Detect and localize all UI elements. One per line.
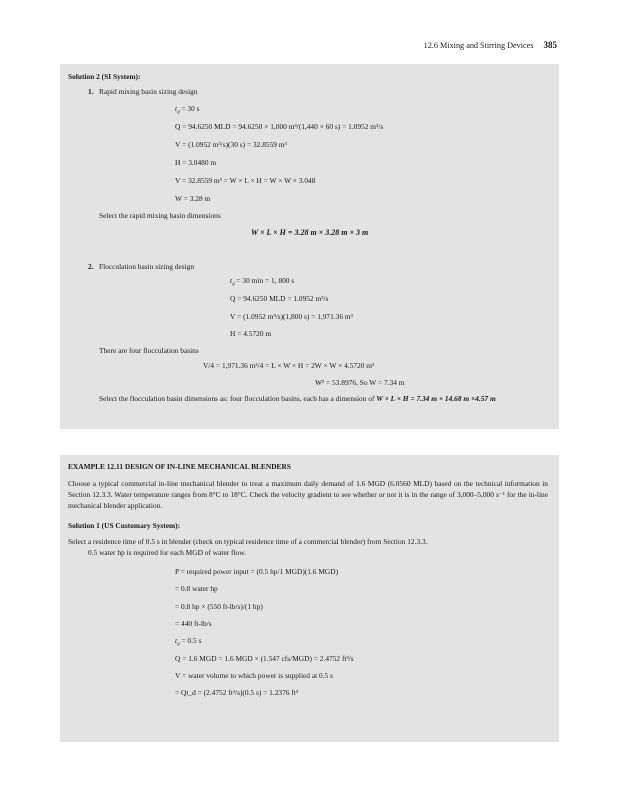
eq-height: H = 3.0480 m (175, 158, 217, 167)
eq-floc-height: H = 4.5720 m (230, 329, 272, 338)
eq-floc-quarter: V/4 = 1,971.36 m³/4 = L × W × H = 2W × W × 4.5720 m³ (203, 361, 375, 370)
item-1-label: Rapid mixing basin sizing design (99, 87, 198, 96)
page-number: 385 (543, 40, 557, 50)
eq-td: $t_d = 30$ s (175, 104, 200, 116)
eq-power-hp: = 0.8 water hp (175, 584, 218, 593)
solution-2-title: Solution 2 (SI System): (68, 72, 141, 81)
rapid-dimensions: W × L × H = 3.28 m × 3.28 m × 3 m (251, 228, 369, 237)
eq-power-ftlb: = 440 ft-lb/s (175, 619, 212, 628)
running-header (424, 40, 557, 50)
eq-volume-us: = Qt_d = (2.4752 ft³/s)(0.5 s) = 1.2376 ft³ (175, 688, 299, 697)
eq-flow-us: Q = 1.6 MGD = 1.6 MGD × (1.547 cfs/MGD) = 2.4752 ft³/s (175, 654, 354, 663)
eq-td-us: $t_d = 0.5$ s (175, 636, 202, 648)
eq-volume-dim: V = 32.8559 m³ = W × L × H = W × W × 3.048 (175, 176, 316, 185)
eq-floc-td: $t_d = 30$ min = 1, 800 s (230, 276, 295, 288)
item-2-number: 2. (88, 262, 94, 271)
section-title: 12.6 Mixing and Stirring Devices (423, 41, 534, 50)
residence-time-text: Select a residence time of 0.5 s in blender (check on typical residence time of a commercial blender) from Section 12.3.3. (68, 537, 428, 546)
item-1-number: 1. (88, 87, 94, 96)
eq-power-conv: = 0.8 hp × (550 ft-lb/s)/(1 hp) (175, 602, 263, 611)
eq-floc-width: W² = 53.8976, So W = 7.34 m (315, 378, 405, 387)
eq-floc-volume: V = (1.0952 m³/s)(1,800 s) = 1,971.36 m³ (230, 312, 353, 321)
water-hp-text: 0.5 water hp is required for each MGD of water flow. (88, 548, 246, 557)
solution-1-title: Solution 1 (US Customary System): (68, 521, 181, 530)
eq-volume: V = (1.0952 m³/s)(30 s) = 32.8559 m³ (175, 140, 287, 149)
item-2-label: Flocculation basin sizing design (99, 262, 195, 271)
example-title: EXAMPLE 12.11 DESIGN OF IN-LINE MECHANICAL BLENDERS (68, 462, 291, 471)
select-floc: Select the flocculation basin dimensions as: four flocculation basins, each has a dimension of W × L × H = 7.34 m × 14.68 m ×4.57 m (99, 394, 496, 403)
eq-volume-def: V = water volume to which power is supplied at 0.5 s (175, 671, 333, 680)
four-basins: There are four flocculation basins (99, 346, 199, 355)
eq-floc-flow: Q = 94.6250 MLD = 1.0952 m³/s (230, 294, 329, 303)
eq-flow: Q = 94.6250 MLD = 94.6250 × 1,000 m³/(1,440 × 60 s) = 1.0952 m³/s (175, 122, 384, 131)
select-rapid: Select the rapid mixing basin dimensions (99, 211, 221, 220)
solution-2-box (60, 64, 559, 429)
eq-power: P = required power input = (0.5 hp/1 MGD)(1.6 MGD) (175, 567, 339, 576)
eq-width: W = 3.28 m (175, 194, 211, 203)
example-paragraph: Choose a typical commercial in-line mechanical blender to treat a maximum daily demand of 1.6 MGD (6.0560 MLD) based on the technical information in Section 12.3.3. Water temperature ranges from 8°C to 18°C. Check the velocity gradient to see whether or not it is in the range of 3,000–5,000 s⁻¹ for the in-line mechanical blender application. (68, 479, 548, 510)
